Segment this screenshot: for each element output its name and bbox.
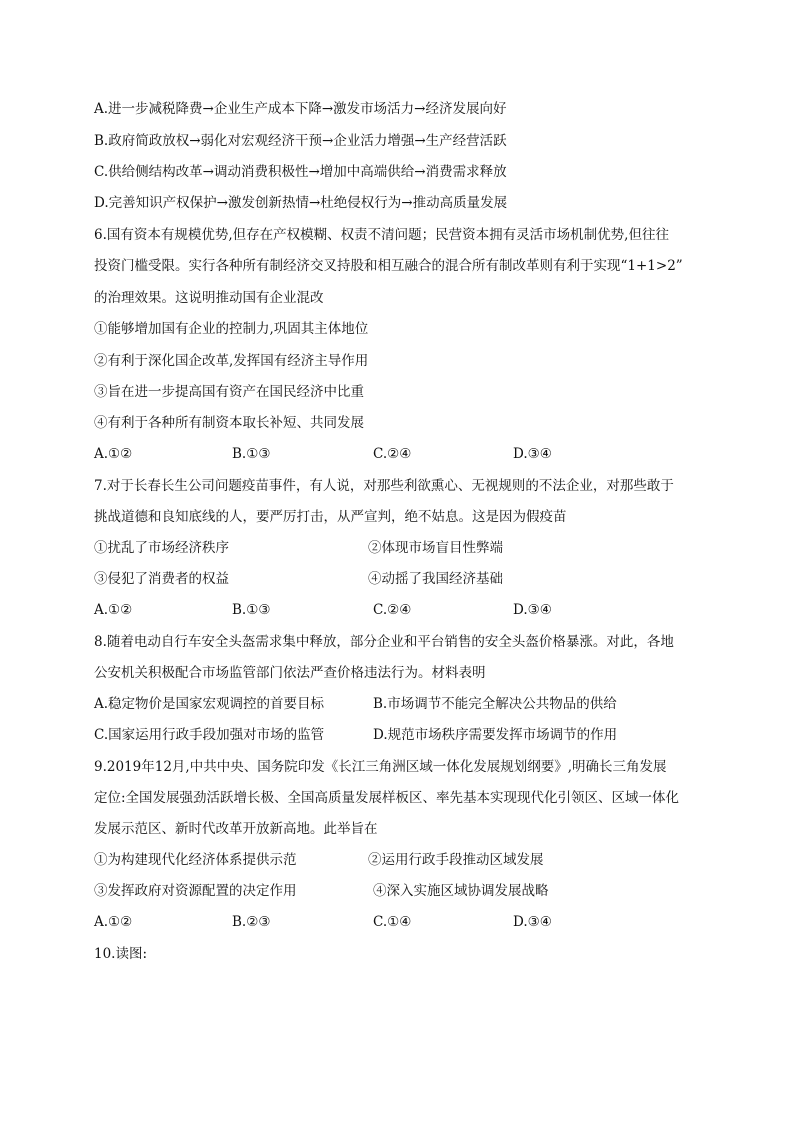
q9-choice-b: B.②③: [232, 914, 271, 930]
q5-option-d: D.完善知识产权保护→激发创新热情→杜绝侵权行为→推动高质量发展: [94, 195, 508, 211]
q8-option-c: C.国家运用行政手段加强对市场的监管: [94, 727, 325, 743]
q10-stem: 10.读图:: [94, 946, 148, 962]
q5-option-a: A.进一步减税降费→企业生产成本下降→激发市场活力→经济发展向好: [94, 101, 507, 117]
q8-option-b: B.市场调节不能完全解决公共物品的供给: [373, 696, 617, 712]
q9-choice-d: D.③④: [513, 914, 552, 930]
q7-stem-line-1: 7.对于长春长生公司问题疫苗事件，有人说，对那些利欲熏心、无视规则的不法企业，对那些敢于: [94, 478, 674, 494]
q6-item-3: ③旨在进一步提高国有资产在国民经济中比重: [94, 384, 364, 400]
q9-choice-a: A.①②: [94, 914, 133, 930]
q6-stem-line-1: 6.国有资本有规模优势,但存在产权模糊、权责不清问题；民营资本拥有灵活市场机制优势,但往往: [94, 227, 669, 243]
q6-item-1: ①能够增加国有企业的控制力,巩固其主体地位: [94, 321, 369, 337]
q9-choice-c: C.①④: [373, 914, 412, 930]
q8-stem-line-2: 公安机关积极配合市场监管部门依法严查价格违法行为。材料表明: [94, 665, 486, 681]
q9-item-2: ②运用行政手段推动区域发展: [368, 852, 544, 868]
q8-option-d: D.规范市场秩序需要发挥市场调节的作用: [373, 727, 618, 743]
q6-item-2: ②有利于深化国企改革,发挥国有经济主导作用: [94, 353, 369, 369]
q8-option-a: A.稳定物价是国家宏观调控的首要目标: [94, 696, 325, 712]
q7-item-2: ②体现市场盲目性弊端: [368, 540, 503, 556]
q6-choice-c: C.②④: [373, 446, 412, 462]
q7-stem-line-2: 挑战道德和良知底线的人，要严厉打击，从严宣判，绝不姑息。这是因为假疫苗: [94, 509, 567, 525]
q7-choice-d: D.③④: [513, 602, 552, 618]
q6-choice-a: A.①②: [94, 446, 133, 462]
q7-choice-c: C.②④: [373, 602, 412, 618]
q6-stem-line-2: 投资门槛受限。实行各种所有制经济交叉持股和相互融合的混合所有制改革则有利于实现“1+1>2”: [94, 258, 683, 274]
q6-choice-b: B.①③: [232, 446, 271, 462]
q6-stem-line-3: 的治理效果。这说明推动国有企业混改: [94, 290, 324, 306]
q6-item-4: ④有利于各种所有制资本取长补短、共同发展: [94, 415, 364, 431]
q8-stem-line-1: 8.随着电动自行车安全头盔需求集中释放，部分企业和平台销售的安全头盔价格暴涨。对此，各地: [94, 634, 674, 650]
q6-choice-d: D.③④: [513, 446, 552, 462]
q9-item-1: ①为构建现代化经济体系提供示范: [94, 852, 297, 868]
q7-choice-a: A.①②: [94, 602, 133, 618]
q9-stem-line-3: 发展示范区、新时代改革开放新高地。此举旨在: [94, 821, 378, 837]
q5-option-b: B.政府简政放权→弱化对宏观经济干预→企业活力增强→生产经营活跃: [94, 133, 507, 149]
q7-choice-b: B.①③: [232, 602, 271, 618]
q9-stem-line-2: 定位:全国发展强劲活跃增长极、全国高质量发展样板区、率先基本实现现代化引领区、区域一体化: [94, 790, 680, 806]
q9-item-3: ③发挥政府对资源配置的决定作用: [94, 883, 297, 899]
q9-item-4: ④深入实施区域协调发展战略: [373, 883, 549, 899]
q7-item-1: ①扰乱了市场经济秩序: [94, 540, 229, 556]
q5-option-c: C.供给侧结构改革→调动消费积极性→增加中高端供给→消费需求释放: [94, 164, 507, 180]
q7-item-4: ④动摇了我国经济基础: [368, 571, 503, 587]
q9-stem-line-1: 9.2019年12月,中共中央、国务院印发《长江三角洲区域一体化发展规划纲要》,明确长三角发展: [94, 759, 667, 775]
q7-item-3: ③侵犯了消费者的权益: [94, 571, 229, 587]
